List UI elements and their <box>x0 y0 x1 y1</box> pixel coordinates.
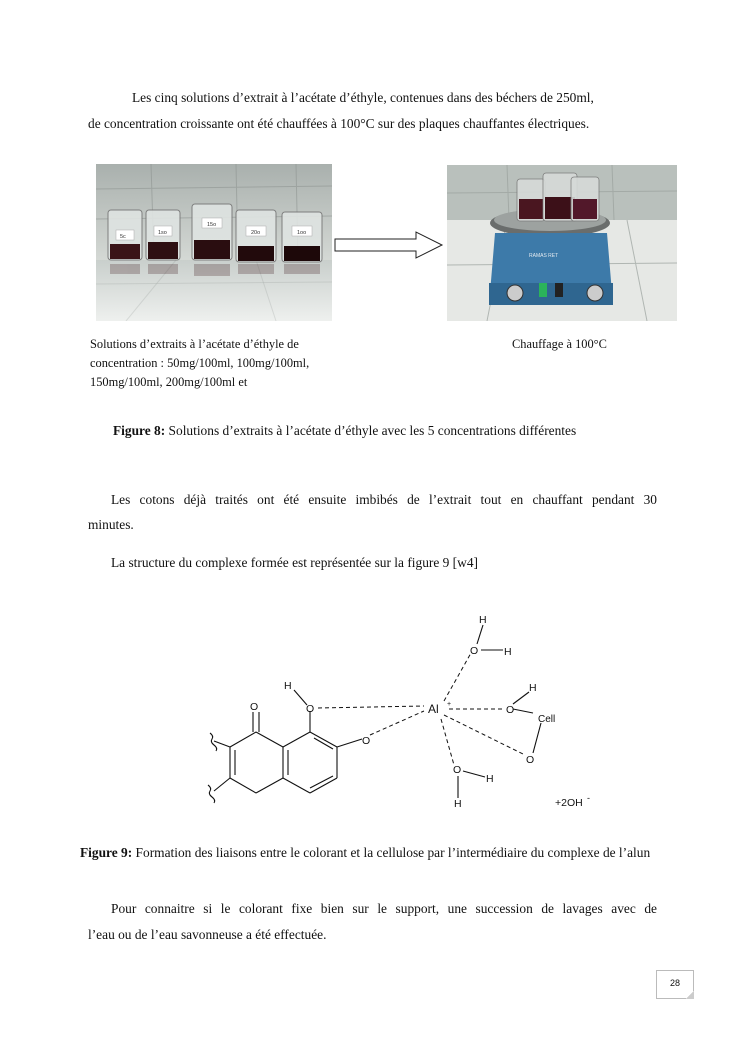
paragraph-2-line-2: minutes. <box>88 517 134 532</box>
atom-H: H <box>529 682 537 694</box>
beaker-row <box>108 204 322 262</box>
beaker-label: 15o <box>207 222 217 228</box>
atom-O: O <box>453 764 462 776</box>
paragraph-2-line-1: Les cotons déjà traités ont été ensuite imbibés de l’extrait tout en chauffant pendant 30 <box>111 492 657 507</box>
hotplate-label: RAMAS RET <box>529 253 559 259</box>
right-arrow-icon <box>334 230 446 260</box>
figure-9-text: Formation des liaisons entre le colorant et la cellulose par l’intermédiaire du complexe de l’alun <box>132 845 651 860</box>
atom-Al-charge: + <box>447 701 452 708</box>
atom-H: H <box>284 680 292 692</box>
atom-H: H <box>486 773 494 785</box>
atom-H: H <box>504 646 512 658</box>
atom-O: O <box>526 754 535 766</box>
figure-8-label: Figure 8: <box>113 423 166 438</box>
paragraph-4-line-2: l’eau ou de l’eau savonneuse a été effectuée. <box>88 927 327 942</box>
atom-H: H <box>479 614 487 626</box>
hotplate-photo <box>447 165 677 321</box>
beaker-label: 1so <box>158 230 167 236</box>
atom-H: H <box>454 798 462 810</box>
paragraph-4-line-1: Pour connaitre si le colorant fixe bien sur le support, une succession de lavages avec de <box>111 901 657 916</box>
figure-9-caption <box>80 845 650 861</box>
left-caption-line: Solutions d’extraits à l’acétate d’éthyle de <box>90 337 299 351</box>
byproduct-label: +2OH <box>555 797 583 809</box>
intro-line-1: Les cinq solutions d’extrait à l’acétate d’éthyle, contenues dans des béchers de 250ml, <box>132 90 594 105</box>
atom-Al: Al <box>428 702 439 716</box>
atom-O: O <box>306 703 315 715</box>
byproduct-charge: - <box>587 793 590 803</box>
figure-8-text: Solutions d’extraits à l’acétate d’éthyle avec les 5 concentrations différentes <box>165 423 577 438</box>
right-photo-caption: Chauffage à 100°C <box>512 337 607 351</box>
beaker-label: 20o <box>251 230 261 236</box>
beaker-label: 1oo <box>297 230 307 236</box>
figure-8-caption <box>113 423 576 439</box>
atom-O: O <box>362 735 371 747</box>
beakers-photo <box>96 164 332 321</box>
left-caption-line: concentration : 50mg/100ml, 100mg/100ml, <box>90 356 310 370</box>
atom-O: O <box>506 704 515 716</box>
intro-line-2: de concentration croissante ont été chauffées à 100°C sur des plaques chauffantes électriques. <box>88 116 590 131</box>
complex-structure-diagram <box>190 605 610 820</box>
figure-9-label: Figure 9: <box>80 845 133 860</box>
left-photo-caption <box>90 335 350 392</box>
beaker <box>192 204 232 260</box>
atom-O: O <box>250 701 259 713</box>
beaker-label: 5c <box>120 234 126 240</box>
paragraph-3: La structure du complexe formée est représentée sur la figure 9 [w4] <box>111 555 478 570</box>
beaker <box>236 210 276 262</box>
left-caption-line: 150mg/100ml, 200mg/100ml et <box>90 375 248 389</box>
atom-O: O <box>470 645 479 657</box>
atom-Cell: Cell <box>538 714 556 725</box>
page-number: 28 <box>656 970 694 999</box>
beaker <box>282 212 322 262</box>
